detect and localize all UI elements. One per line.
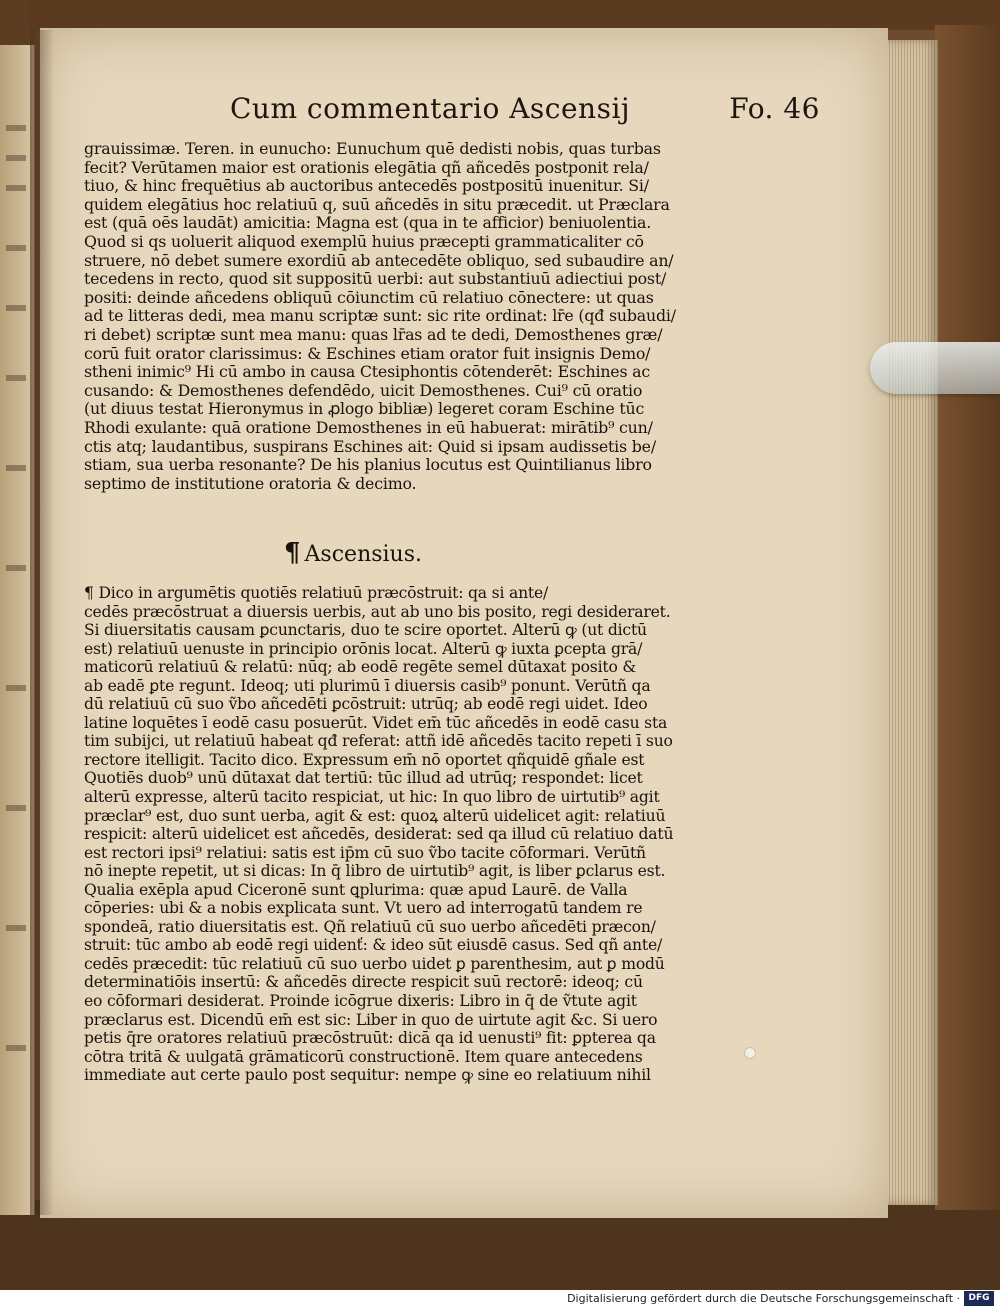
commentary-line: latine loquētes ī eodē casu posuerūt. Videt̄ em̄ tūc añcedēs in eodē casu sta: [84, 713, 668, 732]
commentary-line: est) relatiuū uenuste in principio orōnis locat̄. Alterū ꝙ iuxta ꝑcepta grā/: [84, 639, 643, 658]
commentary-line: alterū expresse, alterū tacito respiciat, ut hic: In quo libro de uirtutib⁹ agit̄: [84, 788, 660, 807]
body-line: ad te litteras dedi, mea manu scriptæ sunt: sic rite ordinat: lr̄e (qđ subaudi/: [84, 307, 676, 326]
commentary-line: dū relatiuū cū suo ṽbo añcedēti ꝑcōstruit: utrūq; ab eodē regi uidet̄. Ideo: [84, 695, 648, 714]
body-line: grauissimæ. Teren. in eunucho: Eunuchum quē dedisti nobis, quas turbas: [84, 140, 661, 158]
commentary-line: determinatiōis insertū: & añcedēs directe respicit suū rectorē: ideoq; cū: [84, 973, 643, 992]
commentary-line: petis q̄re oratores relatiuū præcōstruūt: dicā qa id uenusti⁹ fit: ꝑpterea qa: [84, 1029, 656, 1048]
body-line: Rhodi exulante: quā oratione Demosthenes in eū habuerat: mirātib⁹ cun/: [84, 418, 653, 437]
body-line: stiam, sua uerba resonante? De his planius locutus est Quintilianus libro: [84, 456, 652, 475]
page-clip: [870, 342, 1000, 394]
body-line: ri debet) scriptæ sunt mea manu: quas lr̄as ad te dedi, Demosthenes græ/: [84, 325, 663, 344]
commentary-line: eo cōformari desiderat. Proinde icōgrue dixeris: Libro in q̄ de ṽtute agit̄: [84, 992, 637, 1011]
body-text: [84, 140, 734, 493]
background-top: [0, 0, 1000, 30]
commentary-line: Quotiēs duob⁹ unū dūtaxat dat̄ tertiū: tūc illud ad utrūq; respondet: licet: [84, 769, 643, 788]
commentary-line: struit: tūc ambo ab eodē regi uidenť: & ideo sūt eiusdē casus. Sed qñ ante/: [84, 936, 663, 955]
body-line: corū fuit orator clarissimus: & Eschines etiam orator fuit insignis Demo/: [84, 344, 651, 363]
commentary-line: cōtra tritā & uulgatā grāmaticorū constructionē. Item quare antecedens: [84, 1047, 643, 1066]
body-line: (ut diuus testat̄ Hieronymus in ꝓlogo bibliæ) legeret coram Eschine tūc: [84, 400, 645, 419]
body-line: tiuo, & hinc frequētius ab auctoribus antecedēs postpositū inuenitur. Si/: [84, 177, 649, 196]
commentary-line: maticorū relatiuū & relatū: nūq; ab eodē regēte semel dūtaxat posito &: [84, 658, 637, 677]
gutter-shadow: [30, 30, 54, 1215]
commentary-line: tim subijci, ut relatiuū habeat qđ referat: attñ idē añcedēs tacito repeti ī suo: [84, 732, 673, 751]
commentary-line: præclarus est. Dicendū em̄ est sic: Liber in quo de uirtute agit̄ &c. Si uero: [84, 1010, 658, 1029]
running-head: [230, 92, 820, 132]
body-line: septimo de institutione oratoria & decimo.: [84, 474, 417, 493]
body-line: quidem elegātius hoc relatiuū q, suū añcedēs in situ præcedit. ut Præclara: [84, 195, 670, 214]
commentary-line: cōperies: ubi & a nobis explicata sunt. Vt uero ad interrogatū tandem re: [84, 899, 643, 918]
pilcrow-icon: ¶: [284, 538, 301, 568]
commentary-text: [84, 584, 734, 1085]
digitization-footer: [0, 1290, 1000, 1310]
commentary-line: Qualia exēpla apud Ciceronē sunt ꝗplurima: quæ apud Laurē. de Valla: [84, 880, 628, 899]
commentary-line: spondeā, ratio diuersitatis est. Qñ relatiuū cū suo uerbo añcedēti præcon/: [84, 917, 656, 936]
section-heading-text: Ascensius.: [304, 542, 423, 567]
running-title: Cum commentario Ascensij: [230, 92, 631, 125]
commentary-line: rectore itelligit̄. Tacito dico. Expressum em̄ nō oportet qñquidē gñale est: [84, 750, 645, 769]
folio-number: Fo. 46: [729, 92, 820, 125]
commentary-line: immediate aut certe paulo post sequitur: nempe ꝙ sine eo relatiuum nihil: [84, 1066, 651, 1085]
dfg-logo: DFG: [964, 1291, 994, 1306]
body-line: est (quā oēs laudāt) amicitia: Magna est (qua in te afficior) beniuolentia.: [84, 214, 652, 233]
body-line: tecedens in recto, quod sit suppositū uerbi: aut substantiuū adiectiui post/: [84, 270, 667, 289]
section-heading: [284, 538, 422, 568]
book-cover-edge: [935, 25, 1000, 1210]
page-hole: [744, 1047, 756, 1059]
body-line: struere, nō debet sumere exordiū ab antecedēte obliquo, sed subaudire an/: [84, 251, 674, 270]
commentary-line: ab eadē ꝑte regunt̄. Ideoq; uti plurimū ī diuersis casib⁹ ponunt̄. Verūtñ qa: [84, 676, 651, 695]
commentary-line: est rectori ipsi⁹ relatiui: satis est ip̄m cū suo ṽbo tacite cōformari. Verūtñ: [84, 843, 646, 862]
commentary-line: nō inepte repetit̄, ut si dicas: In q̄ libro de uirtutib⁹ agit̄, is liber ꝑclarus est.: [84, 862, 666, 881]
commentary-line: respicit: alterū uidelicet est añcedēs, desiderat: sed qa illud cū relatiuo datū: [84, 825, 674, 844]
body-line: cusando: & Demosthenes defendēdo, uicit Demosthenes. Cui⁹ cū oratio: [84, 381, 643, 400]
body-line: positi: deinde añcedens obliquū cōiunctim cū relatiuo cōnectere: ut quas: [84, 288, 654, 307]
commentary-line: cedēs præcōstruat a diuersis uerbis, aut ab uno bis posito, regi desideraret.: [84, 602, 671, 621]
commentary-line: ¶ Dico in argumētis quotiēs relatiuū præcōstruit: qa si ante/: [84, 584, 549, 602]
body-line: fecit? Verūtamen maior est orationis elegātia qñ añcedēs postponit rela/: [84, 158, 649, 177]
body-line: ctis atq; laudantibus, suspirans Eschines ait: Quid si ipsam audissetis be/: [84, 437, 656, 456]
commentary-line: præclar⁹ est, duo sunt uerba, agit̄ & est: quoꝝ alterū uidelicet agit̄: relatiuū: [84, 806, 666, 825]
commentary-line: Si diuersitatis causam ꝑcunctaris, duo te scire oportet. Alterū ꝙ (ut dictū: [84, 621, 647, 640]
body-line: stheni inimic⁹ Hi cū ambo in causa Ctesiphontis cōtenderēt: Eschines ac: [84, 363, 651, 382]
body-line: Quod si qs uoluerit aliquod exemplū huius præcepti grammaticaliter cō: [84, 232, 644, 251]
footer-credit: Digitalisierung gefördert durch die Deutsche Forschungsgemeinschaft ·: [567, 1292, 960, 1305]
commentary-line: cedēs præcedit: tūc relatiuū cū suo uerbo uidet̄ ꝑ parenthesim, aut ꝑ modū: [84, 954, 665, 973]
